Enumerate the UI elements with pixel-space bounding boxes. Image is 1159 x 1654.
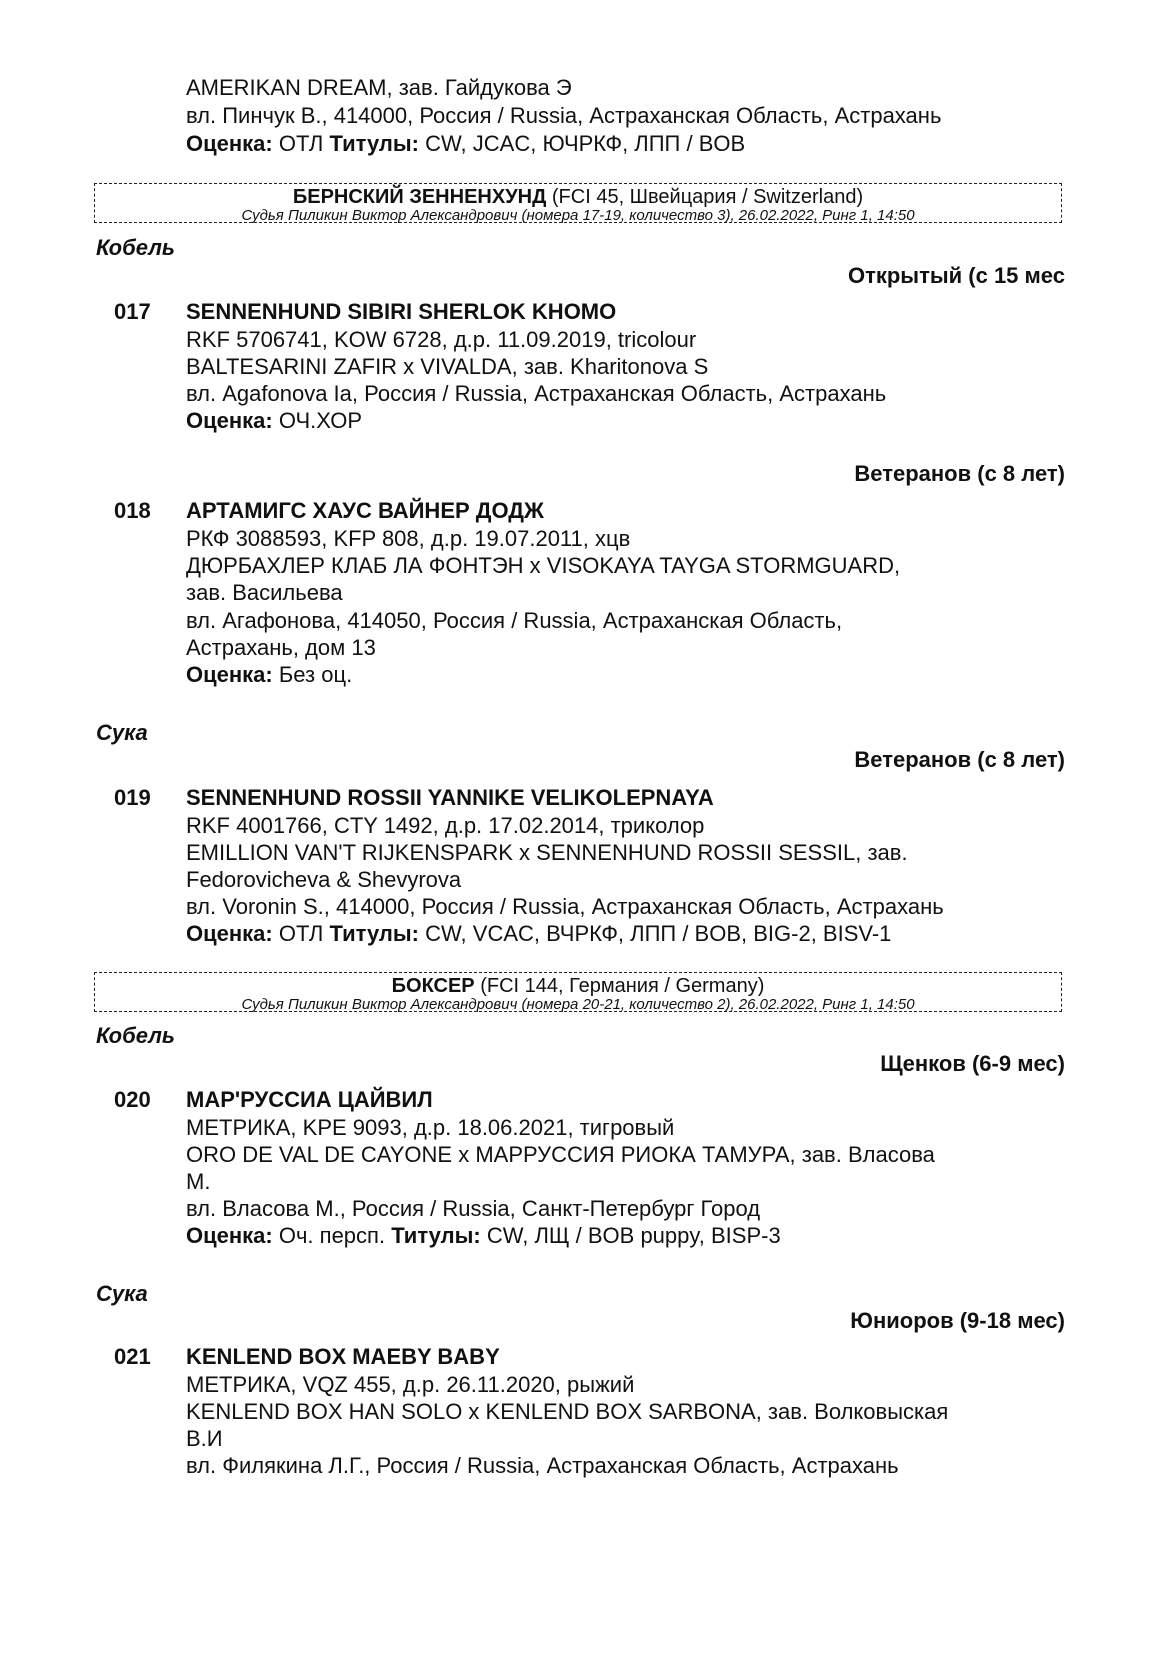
entry-grade-line <box>186 1222 781 1250</box>
breed-info: (FCI 45, Швейцария / Switzerland) <box>551 186 864 208</box>
entry-line: RKF 4001766, CTY 1492, д.р. 17.02.2014, триколор <box>186 813 705 838</box>
class-heading: Ветеранов (с 8 лет) <box>854 461 1065 486</box>
grade-label: Оценка: <box>186 131 273 156</box>
entry-line: Fedorovicheva & Shevyrova <box>186 867 462 892</box>
entry-line: МЕТРИКА, VQZ 455, д.р. 26.11.2020, рыжий <box>186 1372 635 1397</box>
entry-number: 020 <box>114 1087 151 1112</box>
entry-owner: вл. Agafonova Ia, Россия / Russia, Астраханская Область, Астрахань <box>186 381 887 406</box>
entry-grade-line <box>186 920 891 948</box>
entry-line: МЕТРИКА, KPE 9093, д.р. 18.06.2021, тигровый <box>186 1115 675 1140</box>
entry-line: AMERIKAN DREAM, зав. Гайдукова Э <box>186 75 572 100</box>
dog-name: АРТАМИГС ХАУС ВАЙНЕР ДОДЖ <box>186 498 544 523</box>
grade-value: Оч. персп. <box>278 1223 386 1248</box>
sex-heading: Кобель <box>96 1023 175 1048</box>
titles-label: Титулы: <box>391 1223 481 1248</box>
entry-owner: Астрахань, дом 13 <box>186 635 376 660</box>
titles-value: CW, VCAC, ВЧРКФ, ЛПП / BOB, BIG-2, BISV-1 <box>425 921 892 946</box>
entry-owner: вл. Власова М., Россия / Russia, Санкт-Петербург Город <box>186 1196 761 1221</box>
entry-line: В.И <box>186 1426 223 1451</box>
grade-label: Оценка: <box>186 662 273 687</box>
titles-value: CW, ЛЩ / BOB puppy, BISP-3 <box>486 1223 781 1248</box>
judge-line: Судья Пиликин Виктор Александрович (номера 17-19, количество 3), 26.02.2022, Ринг 1, 14:50 <box>241 207 915 224</box>
sex-heading: Сука <box>96 720 148 745</box>
breed-title <box>95 186 1061 208</box>
grade-value: ОЧ.ХОР <box>278 408 362 433</box>
grade-value: Без оц. <box>278 662 353 687</box>
class-heading: Юниоров (9-18 мес) <box>850 1308 1065 1333</box>
breed-title <box>95 975 1061 997</box>
entry-number: 018 <box>114 498 151 523</box>
entry-line: ДЮРБАХЛЕР КЛАБ ЛА ФОНТЭН x VISOKAYA TAYGA STORMGUARD, <box>186 553 901 578</box>
entry-owner: вл. Voronin S., 414000, Россия / Russia, Астраханская Область, Астрахань <box>186 894 944 919</box>
sex-heading: Кобель <box>96 235 175 260</box>
entry-line: BALTESARINI ZAFIR x VIVALDA, зав. Kharitonova S <box>186 354 709 379</box>
entry-number: 017 <box>114 299 151 324</box>
entry-line: KENLEND BOX HAN SOLO x KENLEND BOX SARBONA, зав. Волковыская <box>186 1399 949 1424</box>
entry-line: RKF 5706741, KOW 6728, д.р. 11.09.2019, tricolour <box>186 327 697 352</box>
class-heading: Щенков (6-9 мес) <box>880 1051 1065 1076</box>
dog-name: SENNENHUND ROSSII YANNIKE VELIKOLEPNAYA <box>186 785 714 810</box>
grade-label: Оценка: <box>186 1223 273 1248</box>
titles-label: Титулы: <box>329 131 419 156</box>
entry-line: ORO DE VAL DE CAYONE x МАРРУССИЯ РИОКА ТАМУРА, зав. Власова <box>186 1142 935 1167</box>
grade-label: Оценка: <box>186 408 273 433</box>
grade-value: ОТЛ <box>278 131 324 156</box>
entry-grade-line <box>186 661 352 689</box>
dog-name: KENLEND BOX MAEBY BABY <box>186 1344 500 1369</box>
entry-grade-line <box>186 407 362 435</box>
entry-number: 019 <box>114 785 151 810</box>
breed-header <box>94 972 1062 1012</box>
titles-label: Титулы: <box>329 921 419 946</box>
entry-owner: вл. Агафонова, 414050, Россия / Russia, Астраханская Область, <box>186 608 843 633</box>
entry-grade-line <box>186 130 745 158</box>
grade-value: ОТЛ <box>278 921 324 946</box>
entry-owner: вл. Пинчук В., 414000, Россия / Russia, Астраханская Область, Астрахань <box>186 103 942 128</box>
sex-heading: Сука <box>96 1281 148 1306</box>
breed-header <box>94 183 1062 223</box>
breed-name: БОКСЕР <box>391 975 475 997</box>
entry-number: 021 <box>114 1344 151 1369</box>
entry-owner: вл. Филякина Л.Г., Россия / Russia, Астраханская Область, Астрахань <box>186 1453 899 1478</box>
entry-line: М. <box>186 1169 211 1194</box>
breed-info: (FCI 144, Германия / Germany) <box>480 975 765 997</box>
dog-name: SENNENHUND SIBIRI SHERLOK KHOMO <box>186 299 617 324</box>
entry-line: EMILLION VAN'T RIJKENSPARK x SENNENHUND ROSSII SESSIL, зав. <box>186 840 908 865</box>
grade-label: Оценка: <box>186 921 273 946</box>
entry-line: РКФ 3088593, KFP 808, д.р. 19.07.2011, хцв <box>186 526 631 551</box>
class-heading: Открытый (с 15 мес <box>847 263 1065 288</box>
dog-name: МАР'РУССИА ЦАЙВИЛ <box>186 1087 433 1112</box>
titles-value: CW, JCAC, ЮЧРКФ, ЛПП / BOB <box>425 131 746 156</box>
class-heading: Ветеранов (с 8 лет) <box>854 747 1065 772</box>
breed-name: БЕРНСКИЙ ЗЕННЕНХУНД <box>292 186 547 208</box>
entry-line: зав. Васильева <box>186 580 343 605</box>
judge-line: Судья Пиликин Виктор Александрович (номера 20-21, количество 2), 26.02.2022, Ринг 1, 14:50 <box>241 996 915 1013</box>
